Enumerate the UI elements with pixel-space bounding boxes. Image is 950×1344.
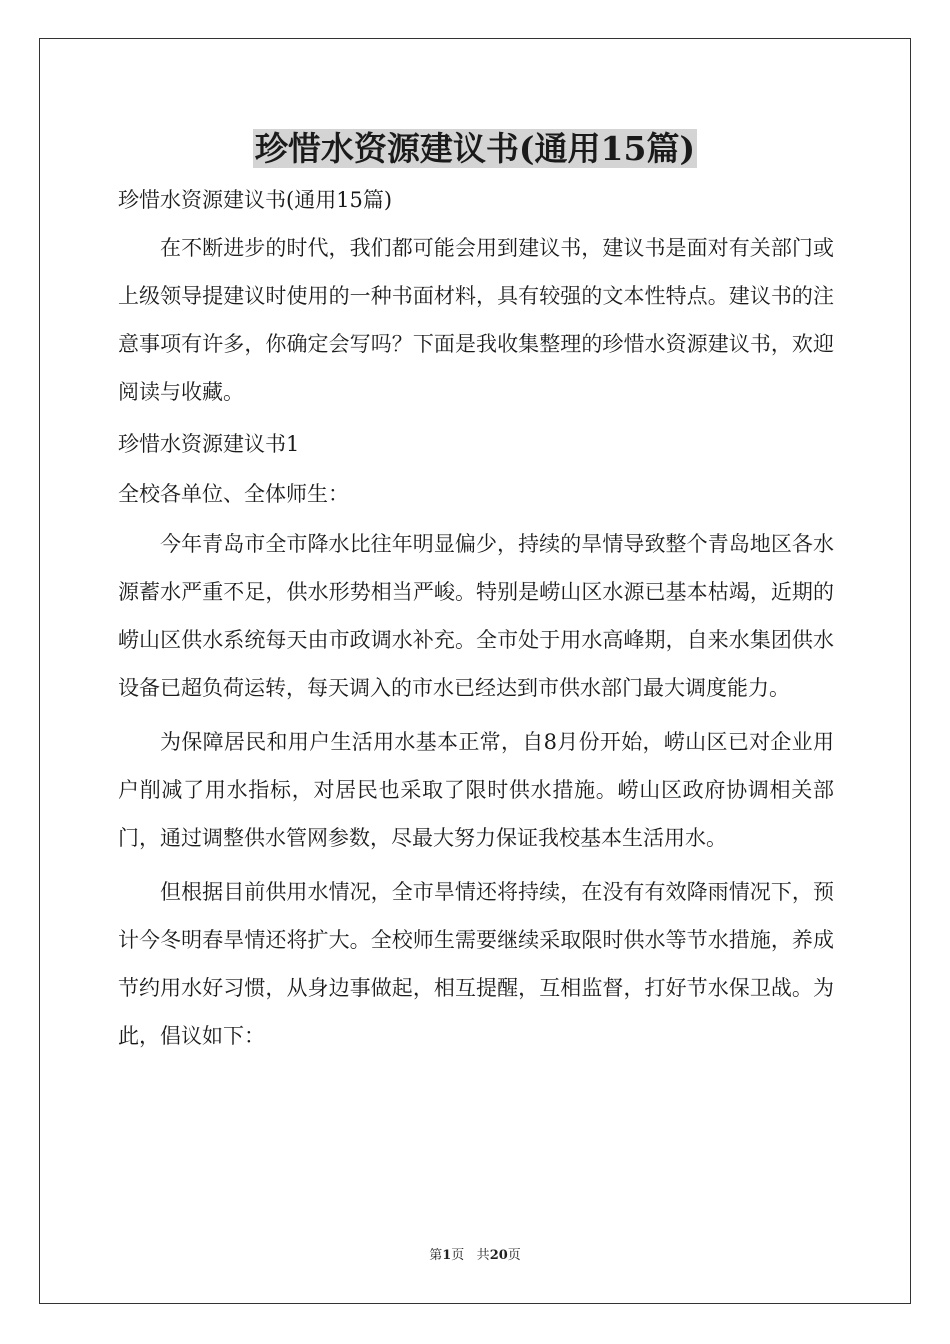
page-footer xyxy=(0,1246,950,1266)
body-paragraph: 但根据目前供用水情况，全市旱情还将持续，在没有有效降雨情况下，预计今冬明春旱情还将扩大。全校师生需要继续采取限时供水等节水措施，养成节约用水好习惯，从身边事做起，相互提醒，互相监督，打好节水保卫战。为此，倡议如下： xyxy=(118,880,834,1048)
document-body xyxy=(118,176,834,1060)
page-number: 1 xyxy=(442,1248,452,1263)
salutation: 全校各单位、全体师生： xyxy=(118,482,349,506)
page-prefix: 第 xyxy=(429,1248,443,1263)
section-heading: 珍惜水资源建议书1 xyxy=(118,432,300,456)
total-pages: 20 xyxy=(489,1248,508,1263)
page-suffix: 页 xyxy=(451,1248,465,1263)
document-subtitle: 珍惜水资源建议书(通用15篇) xyxy=(118,188,393,212)
total-prefix: 共 xyxy=(476,1248,490,1263)
body-paragraph: 为保障居民和用户生活用水基本正常，自8月份开始，崂山区已对企业用户削减了用水指标，对居民也采取了限时供水措施。崂山区政府协调相关部门，通过调整供水管网参数，尽最大努力保证我校基本生活用水。 xyxy=(118,730,834,850)
body-paragraph: 今年青岛市全市降水比往年明显偏少，持续的旱情导致整个青岛地区各水源蓄水严重不足，供水形势相当严峻。特别是崂山区水源已基本枯竭，近期的崂山区供水系统每天由市政调水补充。全市处于用水高峰期，自来水集团供水设备已超负荷运转，每天调入的市水已经达到市供水部门最大调度能力。 xyxy=(118,532,834,700)
document-title-text: 珍惜水资源建议书(通用15篇) xyxy=(254,129,696,168)
total-suffix: 页 xyxy=(507,1248,521,1263)
intro-paragraph: 在不断进步的时代，我们都可能会用到建议书，建议书是面对有关部门或上级领导提建议时使用的一种书面材料，具有较强的文本性特点。建议书的注意事项有许多，你确定会写吗？下面是我收集整理的珍惜水资源建议书，欢迎阅读与收藏。 xyxy=(118,236,834,404)
document-title xyxy=(0,128,950,170)
